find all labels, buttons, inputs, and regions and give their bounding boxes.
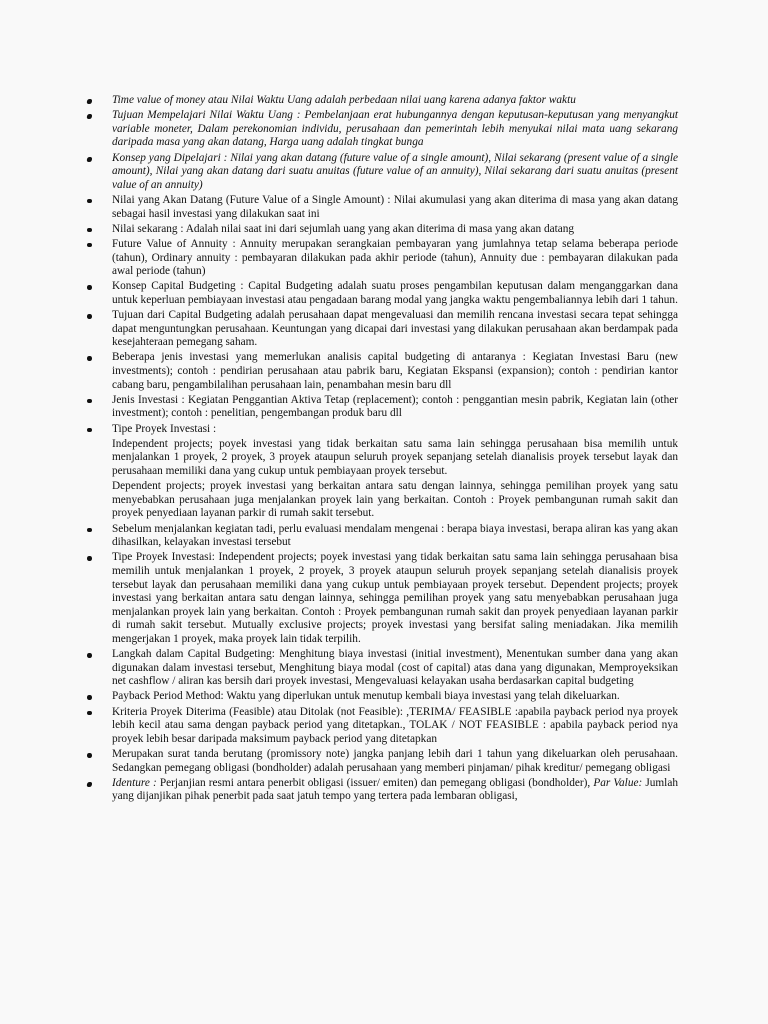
italic-text: Identure :	[112, 776, 160, 789]
bullet-icon	[87, 99, 92, 104]
bullet-icon	[87, 199, 92, 204]
list-item-continuation	[112, 480, 678, 521]
italic-text: Konsep yang Dipelajari : Nilai yang akan datang (future value of a single amount), Nilai sekarang (present value of a single amount), Nilai yang akan datang dari suatu anuitas (future value of an annuity), Nilai sekarang dari suatu anuitas (present value of an annuity)	[112, 151, 678, 191]
bullet-icon	[87, 782, 92, 787]
list-item	[112, 648, 678, 689]
italic-text: Par Value:	[593, 776, 646, 789]
italic-text: Time value of money atau Nilai Waktu Uang adalah perbedaan nilai uang karena adanya faktor waktu	[112, 94, 576, 106]
italic-text: Tujuan Mempelajari Nilai Waktu Uang : Pembelanjaan erat hubungannya dengan keputusan-keputusan yang menyangkut variable moneter, Dalam perekonomian individu, perusahaan dan pemerintah lebih menyukai nilai mata uang sekarang daripada masa yang akan datang, Harga uang adalah tingkat bunga	[112, 109, 678, 149]
list-item	[112, 194, 678, 221]
item-text: Nilai sekarang : Adalah nilai saat ini dari sejumlah uang yang akan diterima di masa yang akan datang	[112, 222, 575, 235]
list-item	[112, 748, 678, 775]
list-item	[112, 94, 678, 108]
item-text: Langkah dalam Capital Budgeting: Menghitung biaya investasi (initial investment), Menentukan sumber dana yang akan digunakan dalam investasi tersebut, Menghitung biaya modal (cost of capital) atas dana yang digunakan, Memproyeksikan net cashflow / aliran kas bersih dari proyek investasi, Mengevaluasi kelayakan usaha berdasarkan capital budgeting	[112, 648, 678, 688]
bullet-icon	[87, 157, 92, 162]
item-text: Konsep Capital Budgeting : Capital Budgeting adalah suatu proses pengambilan keputusan dalam menganggarkan dana untuk keperluan pembiayaan investasi atau pengadaan barang modal yang jangka waktu pengembaliannya lebih dari 1 tahun.	[112, 280, 678, 306]
bullet-icon	[87, 556, 92, 561]
bullet-icon	[87, 399, 92, 404]
item-text: Perjanjian resmi antara penerbit obligasi (issuer/ emiten) dan pemegang obligasi (bondholder),	[159, 776, 594, 789]
item-text: Jenis Investasi : Kegiatan Penggantian Aktiva Tetap (replacement); contoh : penggantian mesin pabrik, Kegiatan lain (other investment); contoh : penelitian, pengembangan produk baru dll	[112, 393, 678, 420]
list-item	[112, 423, 678, 437]
list-item	[112, 309, 678, 350]
bullet-icon	[87, 653, 92, 658]
bullet-icon	[87, 243, 92, 248]
list-item	[112, 777, 678, 804]
list-item	[112, 109, 678, 150]
bullet-icon	[87, 753, 92, 758]
list-item	[112, 523, 678, 550]
bullet-icon	[87, 428, 92, 433]
list-item	[112, 152, 678, 193]
bullet-icon	[87, 285, 92, 290]
bullet-icon	[87, 695, 92, 700]
bullet-icon	[87, 528, 92, 533]
bullet-icon	[87, 711, 92, 716]
item-text: Beberapa jenis investasi yang memerlukan analisis capital budgeting di antaranya : Kegiatan Investasi Baru (new investments); contoh : pendirian perusahaan atau pabrik baru, Kegiatan Ekspansi (expansion); contoh : pendirian kantor cabang baru, pengambilalihan perusahaan lain, penambahan mesin baru dll	[112, 351, 678, 391]
item-text: Dependent projects; proyek investasi yang berkaitan antara satu dengan lainnya, sehingga pemilihan proyek yang satu menyebabkan perusahaan juga menjalankan proyek lain yang berkaitan. Contoh : Proyek pembangunan rumah sakit dan proyek penyediaan layanan parkir di rumah sakit tersebut.	[112, 480, 678, 520]
item-text: Jumlah yang dijanjikan pihak penerbit pada saat jatuh tempo yang tertera pada lembaran obligasi,	[112, 776, 678, 803]
item-text: Sebelum menjalankan kegiatan tadi, perlu evaluasi mendalam mengenai : berapa biaya investasi, berapa aliran kas yang akan dihasilkan, kelayakan investasi tersebut	[112, 522, 678, 549]
item-text: Nilai yang Akan Datang (Future Value of a Single Amount) : Nilai akumulasi yang akan diterima di masa yang akan datang sebagai hasil investasi yang dilakukan saat ini	[112, 193, 678, 220]
item-text: Independent projects; poyek investasi yang tidak berkaitan satu sama lain sehingga perusahaan bisa memilih untuk menjalankan 1 proyek, 2 proyek, 3 proyek ataupun seluruh proyek sepanjang setelah dianalisis proyek tersebut layak dan perusahaan memiliki dana yang cukup untuk pembiayaan proyek tersebut.	[112, 437, 678, 477]
list-item	[112, 223, 678, 237]
document-body	[112, 94, 678, 806]
item-text: Tipe Proyek Investasi: Independent projects; poyek investasi yang tidak berkaitan satu sama lain sehingga perusahaan bisa memilih untuk menjalankan 1 proyek, 2 proyek, 3 proyek ataupun seluruh proyek sepanjang setelah dianalisis proyek tersebut layak dan perusahaan memiliki dana yang cukup untuk pembiayaan proyek tersebut. Dependent projects; proyek investasi yang berkaitan antara satu dengan lainnya, sehingga pemilihan proyek yang satu menyebabkan perusahaan juga menjalankan proyek lain yang berkaitan. Contoh : Proyek pembangunan rumah sakit dan proyek penyediaan layanan parkir di rumah sakit tersebut. Mutually exclusive projects; proyek investasi yang bersifat saling meniadakan. Jika memilih mengerjakan 1 proyek, maka proyek lain tidak terpilih.	[112, 551, 678, 645]
bullet-icon	[87, 356, 92, 361]
item-text: Tipe Proyek Investasi :	[112, 422, 217, 435]
item-text: Merupakan surat tanda berutang (promissory note) jangka panjang lebih dari 1 tahun yang dikeluarkan oleh perusahaan. Sedangkan pemegang obligasi (bondholder) adalah perusahaan yang memberi pinjaman/ pihak kreditur/ pemegang obligasi	[112, 748, 678, 774]
item-text: Kriteria Proyek Diterima (Feasible) atau Ditolak (not Feasible): ,TERIMA/ FEASIBLE :apabila payback period nya proyek lebih kecil atau sama dengan payback period yang ditetapkan., TOLAK / NOT FEASIBLE : apabila payback period nya proyek lebih besar daripada maksimum payback period yang ditetapkan	[112, 705, 678, 745]
list-item	[112, 706, 678, 747]
bullet-icon	[87, 228, 92, 233]
list-item	[112, 280, 678, 307]
item-text: Tujuan dari Capital Budgeting adalah perusahaan dapat mengevaluasi dan memilih rencana investasi secara tepat sehingga dapat menguntungkan perusahaan. Keuntungan yang dicapai dari investasi yang dilakukan perusahaan akan berdampak pada kesejahteraan pemegang saham.	[112, 309, 678, 349]
list-item	[112, 551, 678, 646]
list-item	[112, 351, 678, 392]
list-item	[112, 394, 678, 421]
list-item	[112, 238, 678, 279]
list-item-continuation	[112, 438, 678, 479]
item-text: Future Value of Annuity : Annuity merupakan serangkaian pembayaran yang jumlahnya tetap selama beberapa periode (tahun), Ordinary annuity : pembayaran dilakukan pada akhir periode (tahun), Annuity due : pembayaran dilakukan pada awal periode (tahun)	[112, 237, 678, 278]
list-item	[112, 690, 678, 704]
bullet-icon	[87, 114, 92, 119]
item-text: Payback Period Method: Waktu yang diperlukan untuk menutup kembali biaya investasi yang telah dikeluarkan.	[112, 690, 620, 703]
bullet-icon	[87, 314, 92, 319]
